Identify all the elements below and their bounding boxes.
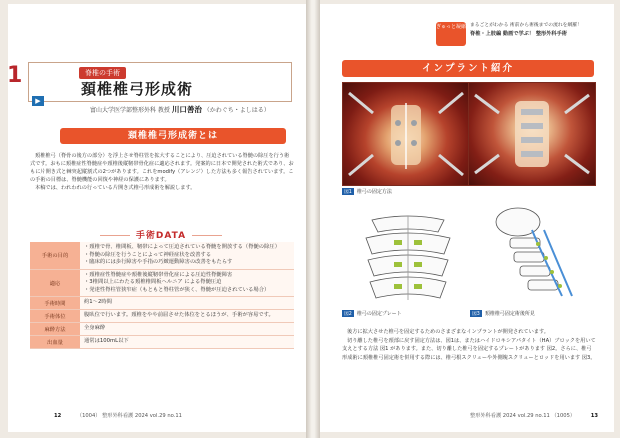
spine-fixation-illustration — [488, 204, 588, 304]
value-line: ・3椎間以上にわたる頚椎椎間板ヘルニア による脊髄圧迫 — [84, 279, 222, 285]
row-key: 手術体位 — [30, 310, 80, 323]
page-number-left: 12 — [54, 413, 62, 419]
implant-text — [342, 328, 596, 362]
journal-ref-left: （1004） 整形外科看護 2024 vol.29 no.11 — [76, 413, 182, 419]
table-row — [30, 336, 294, 349]
intro-paragraph: 本稿では、われわれの行っている片開き式椎弓形成術を解説します。 — [35, 185, 196, 191]
value-line: 腹臥位で行います。頚椎をやや前屈させた体位をとるほうが、手術が容易です。 — [84, 312, 274, 319]
series-heading — [470, 22, 582, 39]
row-value — [80, 297, 294, 310]
value-line: ・脊髄の除圧を行うことによって神経症状を改善する — [84, 251, 212, 258]
figure-badge: 図3 — [472, 312, 480, 317]
journal-ref-right: 整形外科看護 2024 vol.29 no.11 （1005） — [470, 413, 576, 419]
row-key: 手術時間 — [30, 297, 80, 310]
section-title-implants: インプラント紹介 — [342, 60, 594, 77]
section-title-overview: 頚椎椎弓形成術とは — [60, 128, 286, 144]
row-value — [80, 269, 294, 297]
caption-text: 椎弓の固定プレート — [356, 311, 402, 317]
row-key: 適応 — [30, 269, 80, 297]
row-key: 出血量 — [30, 336, 80, 349]
table-row — [30, 310, 294, 323]
author-name: 川口善治 — [171, 105, 202, 114]
figure-caption-3 — [470, 310, 535, 317]
caption-text: 椎弓の固定方法 — [356, 189, 392, 195]
surgical-photo-1 — [342, 82, 470, 186]
value-line: ・発達性脊柱管狭窄症（もともと脊柱管が狭く、脊髄が圧迫されている場合） — [84, 286, 270, 293]
right-footer — [470, 412, 598, 419]
intro-paragraph: 頚椎椎弓（脊骨の後方の部分）を浮上させ脊柱管を拡大することにより、圧迫されている脊髄の除圧を行う術式です。おもに頚椎症性脊髄症や頚椎後縦靭帯骨化症に適応されます。発案的に日本で開発された術式であり、おもに片開き式と棘突起縦割式の2つがあります。これをmodify（アレンジ）した方法も多く報告されています。この手術の目標は、脊髄機能の回復や神経の保護にあります。 — [30, 153, 294, 183]
series-subtitle: まるごとがわかる 術前から術後までの流れを網羅！ — [470, 23, 582, 28]
figure-caption-1 — [342, 188, 392, 195]
implant-paragraph: 後方に拡大させた椎弓を固定するためのさまざまなインプラントが開発されています。 — [347, 329, 549, 335]
value-line: 約1〜2時間 — [84, 299, 112, 306]
surgery-data-table — [30, 242, 294, 349]
table-row — [30, 242, 294, 269]
page-number-right: 13 — [590, 413, 598, 419]
series-title: 脊椎・上肢編 動画で学ぶ！ 整形外科手術 — [470, 31, 567, 37]
value-line: 全身麻酔 — [84, 325, 106, 332]
table-row — [30, 269, 294, 297]
cervical-plate-illustration — [352, 210, 464, 306]
row-value — [80, 242, 294, 269]
table-row — [30, 297, 294, 310]
value-line: ・頚椎で骨、椎間板、靭帯によって圧迫されている脊髄を開放する（脊髄の除圧） — [84, 244, 280, 250]
author-line — [90, 104, 270, 115]
figure-badge: 図2 — [344, 312, 352, 317]
page-gutter — [306, 0, 320, 438]
implant-paragraph: 切り離した椎弓を頚部に戻す固定方法は、図1は、またはハイドロキシアパタイト（HA）ブロックを用いて支えとする方法 図1 があります。また、切り離した椎弓を固定するプレートがあります 図2。さらに、椎弓形成術に頚椎椎弓固定術を併用する際には、椎弓根スクリューや外側塊スクリューとロッドを用います 図3。 — [342, 337, 596, 361]
article-title: 頚椎椎弓形成術 — [81, 80, 194, 98]
surgical-field-icon — [343, 83, 469, 185]
row-value — [80, 336, 294, 349]
row-value — [80, 323, 294, 336]
series-tag: ぎゅっと凝縮 — [436, 22, 466, 46]
author-affiliation: 富山大学医学部整形外科 教授 — [90, 107, 170, 114]
row-key: 手術の目的 — [30, 242, 80, 269]
surgical-field-icon — [469, 83, 595, 185]
chapter-number: 1 — [7, 63, 23, 88]
left-footer — [54, 412, 182, 419]
value-line: ・頚椎症性脊髄症や頚椎後縦靭帯骨化症による圧迫性脊髄障害 — [84, 271, 233, 278]
surgical-photo-2 — [468, 82, 596, 186]
figure-badge: 図1 — [344, 190, 352, 195]
intro-text — [30, 152, 294, 192]
author-reading: （かわぐち・よしはる） — [203, 107, 270, 114]
figure-caption-2 — [342, 310, 402, 317]
row-key: 麻酔方法 — [30, 323, 80, 336]
value-line: 通常は100mL以下 — [84, 338, 129, 345]
category-label: 脊椎の手術 — [79, 67, 126, 79]
surgery-data-title: 手術DATA — [30, 228, 292, 241]
article-header — [7, 62, 292, 102]
row-value — [80, 310, 294, 323]
caption-text: 頚椎椎弓固定術後所見 — [484, 311, 535, 317]
table-row — [30, 323, 294, 336]
video-play-icon[interactable]: ▶ — [32, 96, 44, 106]
value-line: ・臨床的には歩行障害や手指の巧緻運動障害の改善をもたらす — [84, 259, 233, 265]
